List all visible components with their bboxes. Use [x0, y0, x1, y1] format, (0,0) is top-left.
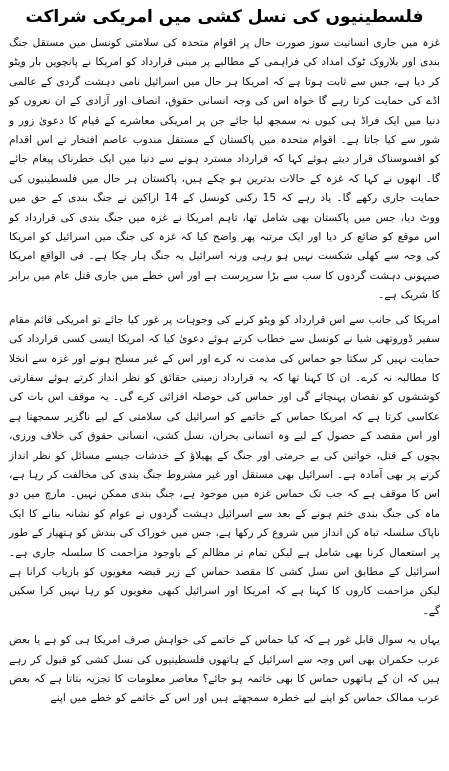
article-headline: فلسطینیوں کی نسل کشی میں امریکی شراکت: [25, 7, 424, 27]
article-paragraph: غزہ میں جاری انسانیت سوز صورت حال پر اقوام متحدہ کی سلامتی کونسل میں مستقل جنگ بندی اور بلاروک ٹوک امداد کی فراہمی کے مطالبے پر مبنی قرارداد کو امریکا نے پانچویں بار ویٹو کر دیا ہے، جس سے ثابت ہوتا ہے کہ امریکا ہر حال میں اسرائیل نامی دہشت گردی کے عالمی اڈے کی حمایت کرتا رہے گا خواہ اس کی وجہ انسانی حقوق، انصاف اور آزادی کے ان نعروں کو دنیا میں ایک فراڈ ہی کیوں نہ سمجھ لیا جائے جن پر امریکی معاشرے کے قیام کا دعویٰ زور و شور سے کیا جاتا ہے۔ اقوام متحدہ میں پاکستان کے مستقل مندوب عاصم افتخار نے اس اقدام کو افسوسناک قرار دیتے ہوئے کہا کہ قرارداد مسترد ہونے سے دنیا میں ایک خطرناک پیغام جائے گا۔ انھوں نے کہا کہ غزہ کے حالات بدترین ہو چکے ہیں، پاکستان ہر حال میں فلسطینیوں کی حمایت جاری رکھے گا۔ یاد رہے کہ 15 رکنی کونسل کے 14 اراکین نے جنگ بندی کے حق میں ووٹ دیا، جس میں پاکستان بھی شامل تھا، تاہم امریکا نے غزہ میں جنگ بندی کی قرارداد کو اس موقع کو ضائع کر دیا اور ایک مرتبہ پھر واضح کیا کہ غزہ کی جنگ میں اسرائیل کو امریکا کی وجہ سے کھلی شکست نہیں ہو رہی ورنہ اسرائیل یہ جنگ ہار چکا ہے۔ فی الواقع امریکا صیہونی دہشت گردوں کا سب سے بڑا سرپرست ہے اور اس خطے میں جاری قتل عام میں برابر کا شریک ہے۔: [9, 37, 440, 302]
article-paragraph-closing: یہاں یہ سوال قابل غور ہے کہ کیا حماس کے خاتمے کی خواہش صرف امریکا ہی کو ہے یا بعض عرب حکمران بھی اس وجہ سے اسرائیل کے ہاتھوں فلسطینیوں کی نسل کشی کو قبول کر رہے ہیں کہ ان کے ہاتھوں حماس کا بھی خاتمہ ہو جائے؟ معاصر معلومات کا تجزیہ بتاتا ہے کہ بعض عرب ممالک حماس کو اپنے لیے خطرہ سمجھتے ہیں اور اس کے خاتمے کو خطے میں اپنے: [9, 634, 440, 705]
article-paragraph: امریکا کی جانب سے اس قرارداد کو ویٹو کرنے کی وجوہات پر غور کیا جائے تو امریکی قائم مقام سفیر ڈوروتھی شیا نے کونسل سے خطاب کرتے ہوئے دعویٰ کیا کہ امریکا ایسی کسی قرارداد کی حمایت نہیں کر سکتا جو حماس کی مذمت نہ کرے اور اس کے غیر مسلح ہونے اور غزہ سے انخلا کا مطالبہ نہ کرے۔ ان کا کہنا تھا کہ یہ قرارداد زمینی حقائق کو نظر انداز کرتے ہوئے سفارتی کوششوں کو نقصان پہنچائے گی اور حماس کی حوصلہ افزائی کرے گی۔ یہ موقف اس بات کی عکاسی کرتا ہے کہ امریکا حماس کے خاتمے کو اسرائیل کی سلامتی کے لیے ناگزیر سمجھتا ہے اور اس مقصد کے حصول کے لیے وہ انسانی بحران، نسل کشی، انسانی حقوق کی خلاف ورزی، بچوں کے قتل، خواتین کی بے حرمتی اور جنگ کے پھیلاؤ کے خدشات جیسے مسائل کو نظر انداز کرنے پر بھی آمادہ ہے۔ اسرائیل بھی مستقل اور غیر مشروط جنگ بندی کی مخالفت کر رہا ہے، اس کا موقف ہے کہ جب تک حماس غزہ میں موجود ہے، جنگ بندی ممکن نہیں۔ مارچ میں دو ماہ کی جنگ بندی ختم ہونے کے بعد سے اسرائیل دہشت گردوں نے عوام کو نشانہ بنانے کا ایک ناپاک سلسلہ تباہ کن انداز میں شروع کر رکھا ہے، جس میں خوراک کی بندش کو ہتھیار کے طور پر استعمال کرنا بھی شامل ہے لیکن تمام تر مظالم کے باوجود مزاحمت کا سلسلہ جاری ہے۔ اسرائیل کے مطابق اس نسل کشی کا مقصد حماس کے زیر قبضہ مغویوں کو بازیاب کرانا ہے لیکن مزاحمت کاروں کا کہنا ہے کہ امریکا اور اسرائیل کبھی مغویوں کو رہا نہیں کرا سکیں گے۔: [9, 313, 440, 617]
article-body: [9, 34, 440, 709]
